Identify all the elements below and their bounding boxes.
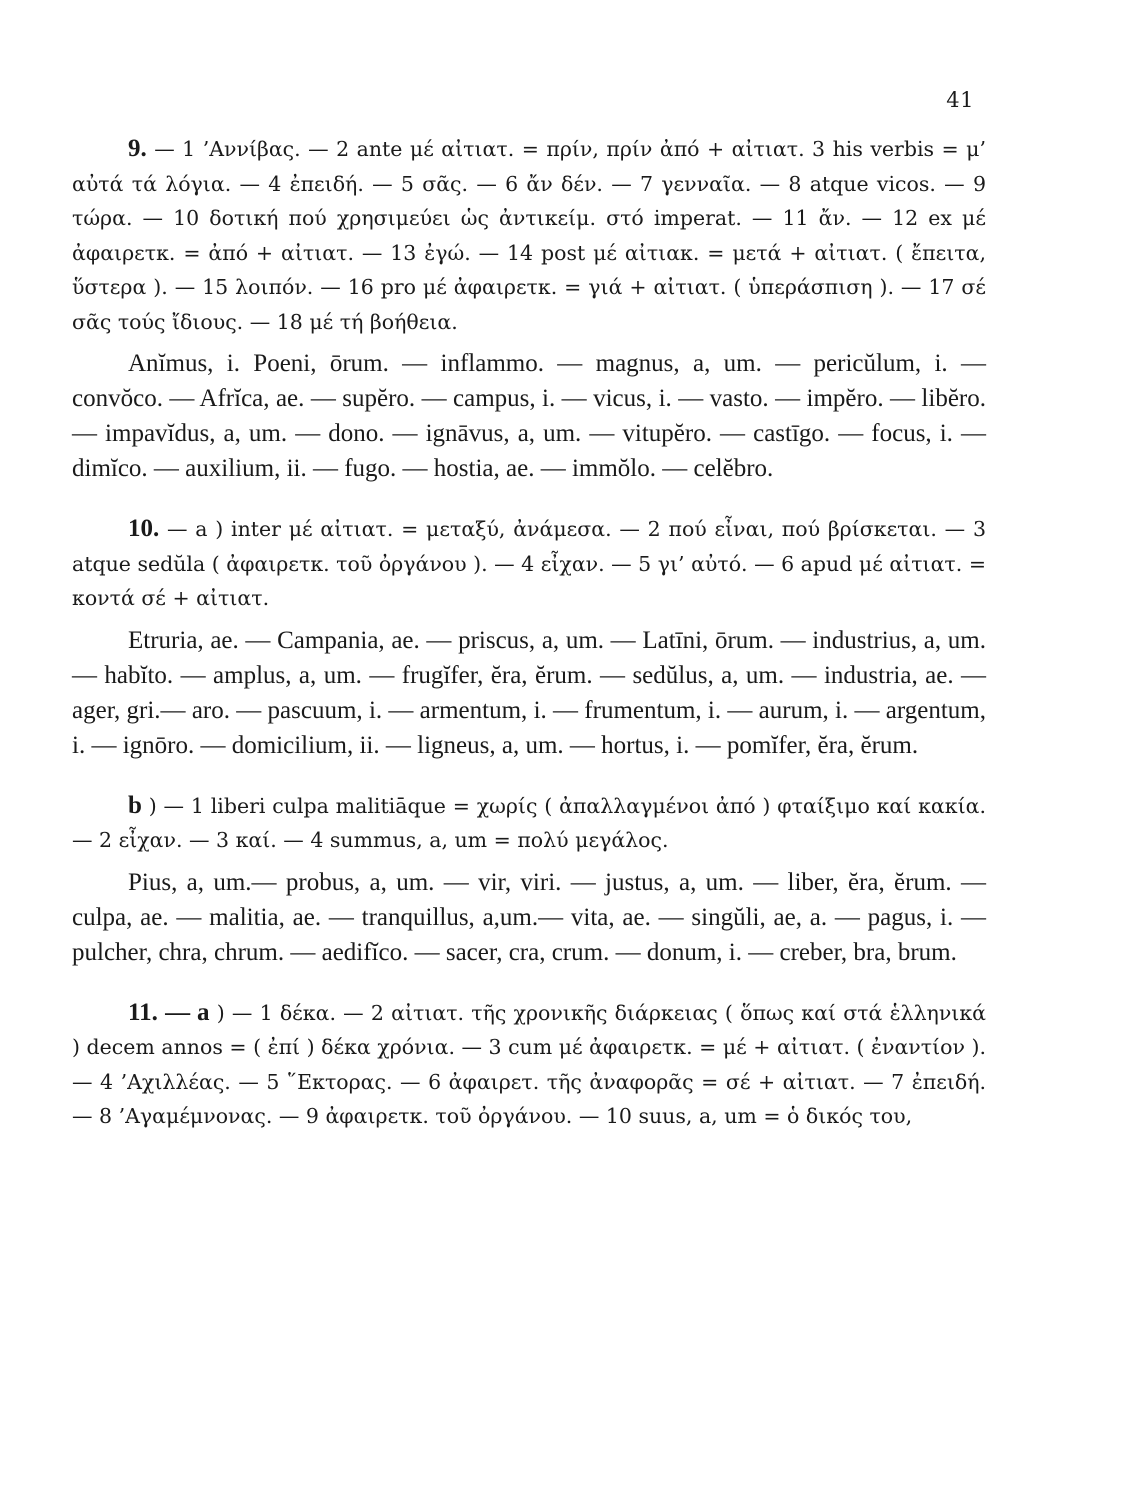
section-9-notes xyxy=(72,132,986,339)
page-number: 41 xyxy=(946,88,974,112)
section-11a-label: — a xyxy=(165,998,210,1026)
section-10-number: 10. xyxy=(128,515,160,542)
section-10a-vocabulary: Etruria, ae. — Campania, ae. — priscus, a, um. — Latīni, ōrum. — industrius, a, um.— habĭto. — amplus, a, um. — frugĭfer, ĕra, ĕrum. — sedŭlus, a, um. — industria, ae. — ager, gri.— aro. — pascuum, i. — armentum, i. — frumentum, i. — aurum, i. — argentum, i. — ignōro. — domicilium, ii. — ligneus, a, um. — hortus, i. — pomĭfer, ĕra, ĕrum. xyxy=(72,626,986,759)
section-10b-notes-text: ) — 1 liberi culpa malitiāque = χωρίς ( ἀπαλλαγμένοι ἀπό ) φταίξιμο καί κακία. — 2 εἶχαν. — 3 καί. — 4 summus, a, um = πολύ μεγάλος. xyxy=(72,793,986,852)
section-9-number: 9. xyxy=(128,135,147,162)
section-9-notes-text: — 1 ’Αννίβας. — 2 ante μέ αἰτιατ. = πρίν, πρίν ἀπό + αἰτιατ. 3 his verbis = μ’ αὐτά τά λόγια. — 4 ἐπειδή. — 5 σᾶς. — 6 ἄν δέν. — 7 γενναῖα. — 8 atque vicos. — 9 τώρα. — 10 δοτική πού χρησιμεύει ὡς ἀντικείμ. στό imperat. — 11 ἄν. — 12 ex μέ ἀφαιρετκ. = ἀπό + αἰτιατ. — 13 ἐγώ. — 14 post μέ αἰτιακ. = μετά + αἰτιατ. ( ἔπειτα, ὕστερα ). — 15 λοιπόν. — 16 pro μέ ἀφαιρετκ. = γιά + αἰτιατ. ( ὑπεράσπιση ). — 17 σέ σᾶς τούς ἴδιους. — 18 μέ τή βοήθεια. xyxy=(72,137,986,334)
section-10a-notes xyxy=(72,512,986,616)
section-11-notes-text: ) — 1 δέκα. — 2 αἰτιατ. τῆς χρονικῆς διάρκειας ( ὅπως καί στά ἑλληνικά ) decem annos = ( ἐπί ) δέκα χρόνια. — 3 cum μέ ἀφαιρετκ. = μέ + αἰτιατ. ( ἐναντίον ). — 4 ’Αχιλλέας. — 5 ῞Εκτορας. — 6 ἀφαιρετ. τῆς ἀναφορᾶς = σέ + αἰτιατ. — 7 ἐπειδή. — 8 ’Αγαμέμνονας. — 9 ἀφαιρετκ. τοῦ ὀργάνου. — 10 suus, a, um = ὁ δικός του, xyxy=(72,1000,986,1128)
section-10b-vocabulary: Pius, a, um.— probus, a, um. — vir, viri. — justus, a, um. — liber, ĕra, ĕrum. — culpa, ae. — malitia, ae. — tranquillus, a,um.— vita, ae. — singŭli, ae, a. — pagus, i. — pulcher, chra, chrum. — aedifĭco. — sacer, cra, crum. — donum, i. — creber, bra, brum. xyxy=(72,868,986,966)
section-10b-notes xyxy=(72,789,986,858)
section-9-vocabulary: Anĭmus, i. Poeni, ōrum. — inflammo. — magnus, a, um. — pericŭlum, i. — convŏco. — Afrĭca, ae. — supĕro. — campus, i. — vicus, i. — vasto. — impĕro. — libĕro. — impavĭdus, a, um. — dono. — ignāvus, a, um. — vitupĕro. — castīgo. — focus, i. — dimĭco. — auxilium, ii. — fugo. — hostia, ae. — immŏlo. — celĕbro. xyxy=(72,350,986,482)
section-10a-notes-text: — a ) inter μέ αἰτιατ. = μεταξύ, ἀνάμεσα. — 2 πού εἶναι, πού βρίσκεται. — 3 atque sedŭla ( ἀφαιρετκ. τοῦ ὀργάνου ). — 4 εἶχαν. — 5 γι’ αὐτό. — 6 apud μέ αἰτιατ. = κοντά σέ + αἰτιατ. xyxy=(72,517,986,610)
section-11-number: 11. xyxy=(128,998,158,1026)
page-content xyxy=(72,132,986,1134)
section-11-notes xyxy=(72,996,986,1134)
section-10b-label: b xyxy=(128,791,142,819)
